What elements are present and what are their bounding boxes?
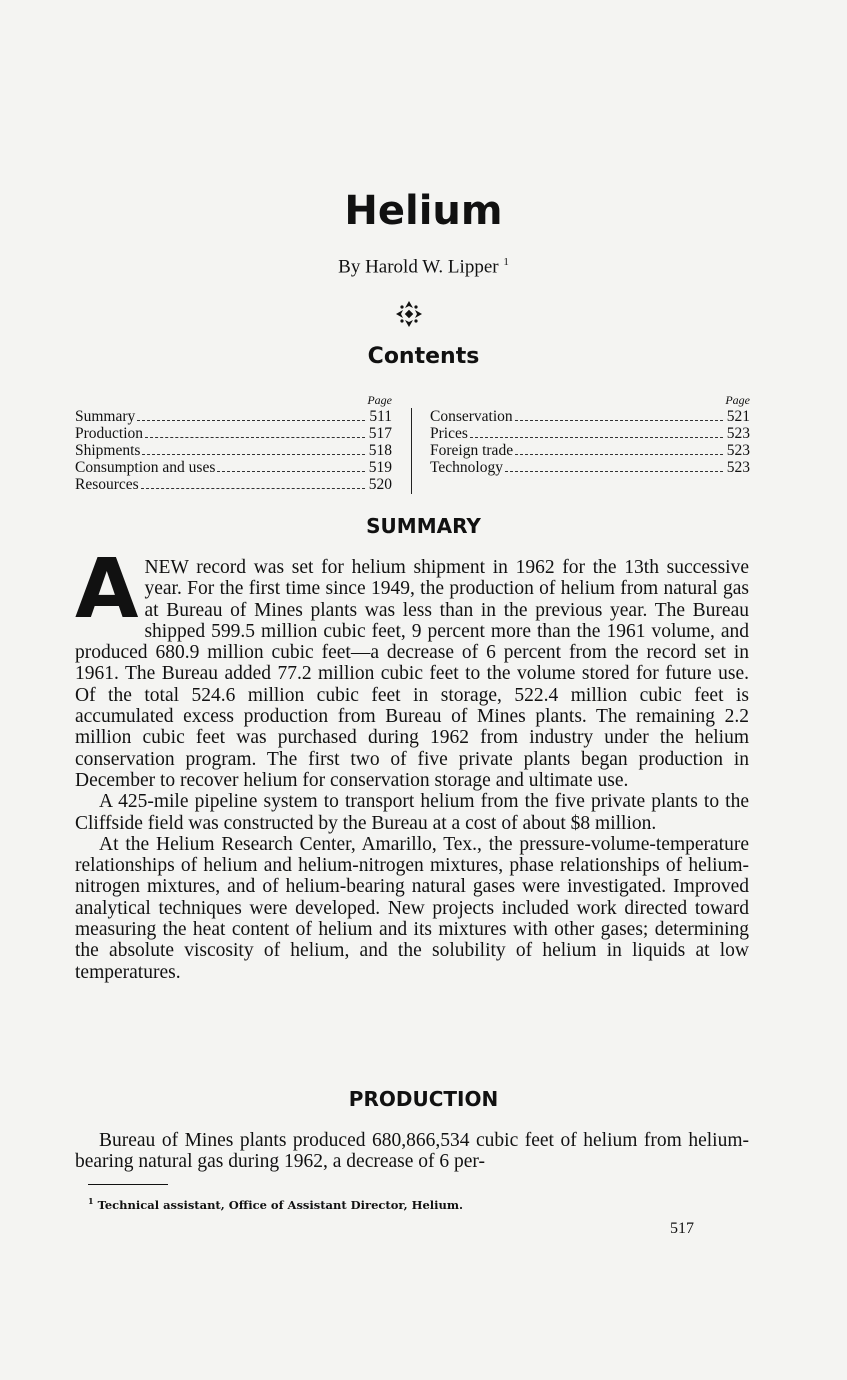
contents-page-header: Page bbox=[725, 393, 750, 407]
summary-paragraph-text: NEW record was set for helium shipment in 1962 for the 13th successive year. For the first time since 1949, the production of helium from natural gas at Bureau of Mines plants was less than in the previous year. The Bureau shipped 599.5 million cubic feet, 9 percent more than the 1961 volume, and produced 680.9 million cubic feet—a decrease of 6 percent from the record set in 1961. The Bureau added 77.2 million cubic feet to the volume stored for future use. Of the total 524.6 million cubic feet in storage, 522.4 million cubic feet is accumulated excess production from Bureau of Mines plants. The remaining 2.2 million cubic feet was purchased during 1962 from industry under the helium conservation program. The first two of five private plants began production in December to recover helium for conservation storage and ultimate use. bbox=[75, 557, 749, 791]
contents-divider bbox=[411, 408, 412, 494]
toc-page: 523 bbox=[726, 459, 750, 476]
contents-right-column bbox=[430, 392, 750, 476]
toc-page: 523 bbox=[726, 442, 750, 459]
toc-label: Summary bbox=[75, 408, 136, 425]
footnote-text: Technical assistant, Office of Assistant Director, Helium. bbox=[97, 1197, 464, 1212]
toc-page: 518 bbox=[368, 442, 392, 459]
toc-label: Production bbox=[75, 425, 144, 442]
summary-paragraph: A 425-mile pipeline system to transport helium from the five private plants to the Cliffside field was constructed by the Bureau at a cost of about $8 million. bbox=[75, 791, 749, 834]
footnote-rule bbox=[88, 1184, 168, 1185]
toc-leader bbox=[137, 420, 365, 421]
production-heading: PRODUCTION bbox=[348, 1087, 499, 1111]
toc-label: Shipments bbox=[75, 442, 141, 459]
drop-cap: A bbox=[75, 542, 139, 637]
toc-leader bbox=[470, 437, 723, 438]
toc-entry[interactable] bbox=[75, 476, 392, 493]
toc-leader bbox=[142, 454, 364, 455]
toc-leader bbox=[505, 471, 723, 472]
toc-page: 517 bbox=[368, 425, 392, 442]
article-title: Helium bbox=[344, 188, 503, 234]
toc-page: 523 bbox=[726, 425, 750, 442]
footnote-mark: 1 bbox=[88, 1196, 94, 1206]
toc-label: Prices bbox=[430, 425, 468, 442]
toc-leader bbox=[515, 420, 723, 421]
toc-entry[interactable] bbox=[75, 442, 392, 459]
toc-entry[interactable] bbox=[430, 425, 750, 442]
toc-page: 511 bbox=[369, 408, 392, 425]
toc-label: Foreign trade bbox=[430, 442, 514, 459]
summary-text bbox=[75, 542, 749, 983]
footnote bbox=[88, 1196, 463, 1212]
toc-label: Consumption and uses bbox=[75, 459, 216, 476]
ornament-icon bbox=[395, 300, 423, 328]
toc-leader bbox=[141, 488, 365, 489]
byline bbox=[0, 256, 847, 278]
production-text bbox=[75, 1130, 749, 1173]
toc-leader bbox=[515, 454, 723, 455]
toc-entry[interactable] bbox=[430, 442, 750, 459]
byline-footnote-mark: 1 bbox=[503, 256, 509, 268]
production-paragraph: Bureau of Mines plants produced 680,866,534 cubic feet of helium from helium-bearing natural gas during 1962, a decrease of 6 per- bbox=[75, 1130, 749, 1173]
toc-label: Resources bbox=[75, 476, 139, 493]
toc-page: 521 bbox=[726, 408, 750, 425]
toc-label: Technology bbox=[430, 459, 503, 476]
toc-page: 520 bbox=[368, 476, 392, 493]
toc-label: Conservation bbox=[430, 408, 513, 425]
toc-entry[interactable] bbox=[430, 459, 750, 476]
author-name: By Harold W. Lipper bbox=[338, 256, 499, 278]
page-number: 517 bbox=[670, 1220, 694, 1237]
contents-left-column bbox=[75, 392, 392, 493]
toc-leader bbox=[145, 437, 365, 438]
toc-entry[interactable] bbox=[75, 425, 392, 442]
contents-page-header: Page bbox=[367, 393, 392, 407]
toc-entry[interactable] bbox=[75, 408, 392, 425]
summary-paragraph bbox=[75, 542, 749, 791]
summary-paragraph: At the Helium Research Center, Amarillo, Tex., the pressure-volume-temperature relationships of helium and helium-nitrogen mixtures, phase relationships of helium-nitrogen mixtures, and of helium-bearing natural gases were investigated. Improved analytical techniques were developed. New projects included work directed toward measuring the heat content of helium and its mixtures with other gases; determining the absolute viscosity of helium, and the solubility of helium in liquids at low temperatures. bbox=[75, 833, 749, 983]
toc-entry[interactable] bbox=[75, 459, 392, 476]
summary-heading: SUMMARY bbox=[366, 514, 481, 538]
toc-leader bbox=[217, 471, 364, 472]
toc-page: 519 bbox=[368, 459, 392, 476]
contents-heading: Contents bbox=[367, 344, 480, 369]
toc-entry[interactable] bbox=[430, 408, 750, 425]
